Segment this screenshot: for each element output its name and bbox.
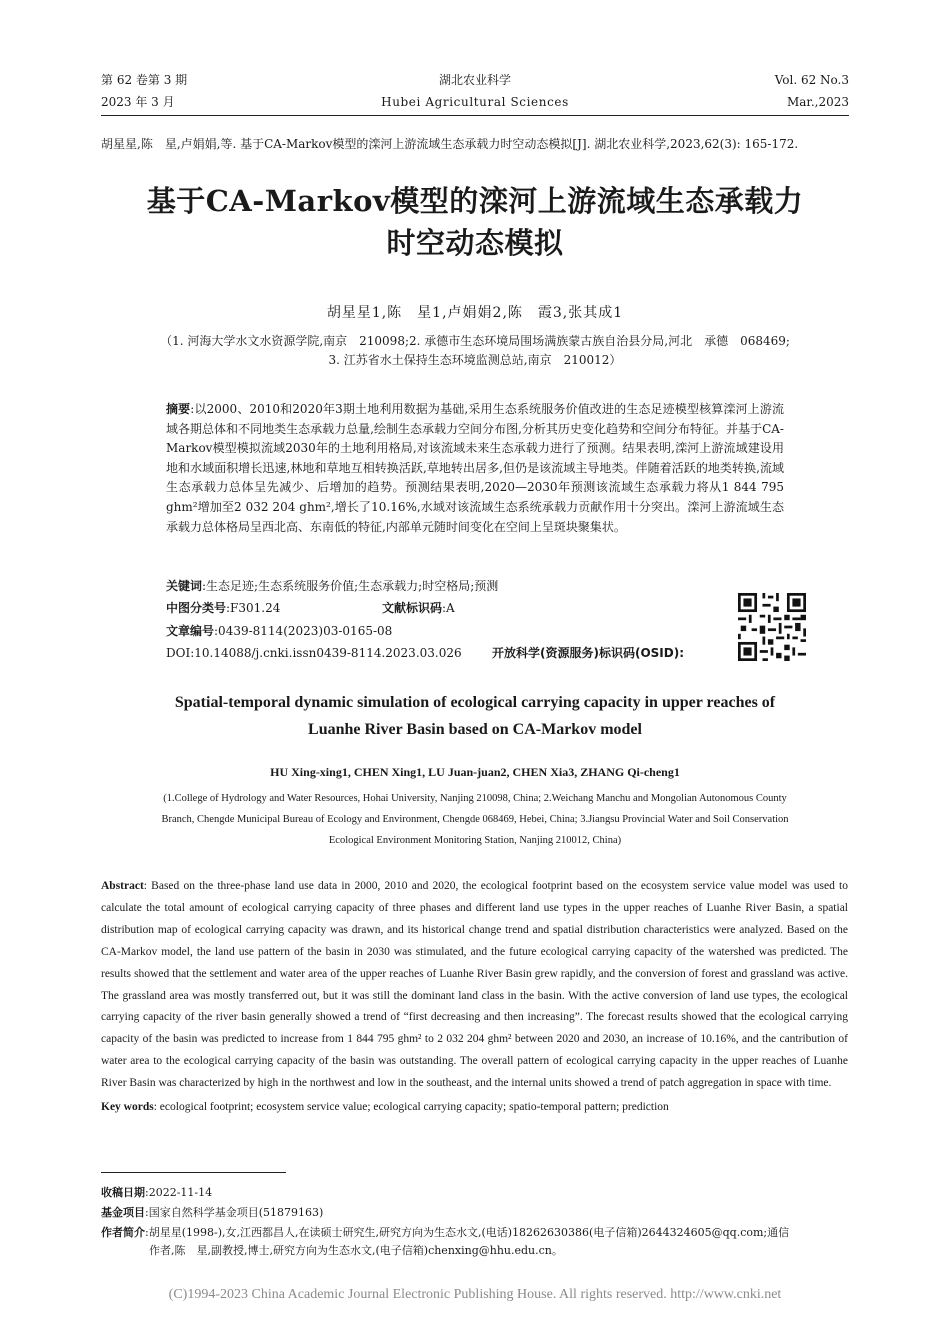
article-no-value: :0439-8114(2023)03-0165-08	[214, 624, 393, 638]
author-bio	[101, 1224, 851, 1260]
abstract-cn-label: 摘要	[166, 402, 191, 416]
clc-label: 中图分类号	[166, 601, 227, 615]
affiliation-cn-line: （1. 河海大学水文水资源学院,南京 210098;2. 承德市生态环境局围场满族蒙古族自治县分局,河北 承德 068469;	[160, 334, 790, 348]
doc-code-value: :A	[442, 601, 455, 615]
author-bio-line1: :胡星星(1998-),女,江西都昌人,在读硕士研究生,研究方向为生态水文,(电话)18262630386(电子信箱)2644324605@qq.com;通信	[145, 1226, 790, 1239]
volume-en: Vol. 62 No.3	[774, 73, 849, 87]
affiliation-cn-line: 3. 江苏省水土保持生态环境监测总站,南京 210012）	[328, 353, 622, 367]
title-en-line1: Spatial-temporal dynamic simulation of ecological carrying capacity in upper reaches of	[174, 694, 776, 711]
abstract-en-text: : Based on the three-phase land use data in 2000, 2010 and 2020, the ecological footprint based on the ecosystem service value model was used to calculate the total amount of ecological carrying capacity of three phases and different land use types in the upper reaches of Luanhe River Basin, a spatial distribution map of ecological carrying capacity was drawn, and its historical change trend and spatial distribution characteristics were analyzed. Based on the CA-Markov model, the land use pattern of the basin in 2030 was stimulated, and the future ecological carrying capacity of the watershed was predicted. The results showed that the settlement and water area of the upper reaches of Luanhe River Basin grew rapidly, and the conversion of forest and grassland was active. The grassland area was mostly transferred out, but it was still the dominant land class in the basin. With the active conversion of land use types, the ecological carrying capacity of the river basin generally showed a trend of “first decreasing and then increasing”. The forecast results showed that the ecological carrying capacity of the basin was predicted to increase from 1 844 795 ghm² to 2 032 204 ghm² between 2020 and 2030, an increase of 10.16%, and the cantribution of water area to the ecological carrying capacity of the basin was outstanding. The overall pattern of ecological carrying capacity in the upper reaches of Luanhe River Basin was characterized by high in the northwest and low in the southeast, and the internal units showed a trend of patch aggregation in space with time.	[101, 880, 848, 1090]
affiliation-en-line: (1.College of Hydrology and Water Resources, Hohai University, Nanjing 210098, China; 2.Weichang Manchu and Mongolian Autonomous County	[163, 793, 787, 804]
keywords-en-text: : ecological footprint; ecosystem service value; ecological carrying capacity; spatio-temporal pattern; prediction	[153, 1101, 669, 1114]
abstract-en	[101, 876, 848, 1119]
clc-value: :F301.24	[226, 601, 281, 615]
keywords-cn-label: 关键词	[166, 579, 203, 593]
authors-en: HU Xing-xing1, CHEN Xing1, LU Juan-juan2, CHEN Xia3, ZHANG Qi-cheng1	[270, 765, 680, 779]
doc-code-label: 文献标识码	[382, 601, 443, 615]
received-label: 收稿日期	[101, 1186, 145, 1199]
title-en	[80, 689, 870, 743]
keywords-cn-text: :生态足迹;生态系统服务价值;生态承载力;时空格局;预测	[202, 579, 499, 593]
keywords-en	[101, 1097, 848, 1119]
affiliation-en-line: Branch, Chengde Municipal Bureau of Ecology and Environment, Chengde 068469, Hebei, China; 3.Jiangsu Provincial Water and Soil Conservation	[161, 814, 789, 825]
keywords-en-label: Key words	[101, 1101, 154, 1114]
affiliations-cn	[100, 332, 850, 370]
title-cn-line1: 基于CA-Markov模型的滦河上游流域生态承载力	[146, 184, 804, 218]
osid-label	[492, 643, 684, 663]
footnote-rule	[101, 1172, 286, 1173]
received-date	[101, 1184, 851, 1202]
abstract-en-label: Abstract	[101, 880, 144, 892]
received-value: :2022-11-14	[145, 1186, 213, 1199]
fund-project	[101, 1204, 851, 1222]
author-bio-label: 作者简介	[101, 1226, 145, 1239]
clc-number	[166, 598, 280, 618]
title-en-line2: Luanhe River Basin based on CA-Markov model	[308, 721, 642, 738]
fund-value: :国家自然科学基金项目(51879163)	[145, 1206, 324, 1219]
date-cn: 2023 年 3 月	[101, 95, 175, 109]
article-number	[166, 621, 392, 641]
header-rule	[101, 115, 849, 116]
keywords-cn	[166, 576, 784, 596]
citation: 胡星星,陈 星,卢娟娟,等. 基于CA-Markov模型的滦河上游流域生态承载力时空动态模拟[J]. 湖北农业科学,2023,62(3): 165-172.	[101, 137, 799, 151]
date-en: Mar.,2023	[786, 95, 849, 109]
volume-cn: 第 62 卷第 3 期	[101, 73, 188, 87]
affiliation-en-line: Ecological Environment Monitoring Station, Nanjing 210012, China)	[328, 835, 622, 846]
article-no-label: 文章编号	[166, 624, 215, 638]
affiliations-en	[95, 788, 855, 851]
title-cn	[60, 180, 890, 264]
document-code	[382, 598, 455, 618]
doi[interactable]: DOI:10.14088/j.cnki.issn0439-8114.2023.03.026	[166, 646, 462, 660]
osid-label-text: 开放科学(资源服务)标识码(OSID):	[492, 646, 685, 660]
title-cn-line2: 时空动态模拟	[386, 226, 564, 260]
copyright-notice: (C)1994-2023 China Academic Journal Electronic Publishing House. All rights reserved. http://www.cnki.net	[168, 1287, 782, 1302]
fund-label: 基金项目	[101, 1206, 145, 1219]
qr-code-icon[interactable]	[738, 593, 806, 661]
authors-cn: 胡星星1,陈 星1,卢娟娟2,陈 霞3,张其成1	[326, 305, 624, 321]
author-bio-line2: 作者,陈 星,副教授,博士,研究方向为生态水文,(电子信箱)chenxing@hhu.edu.cn。	[149, 1244, 563, 1257]
journal-en: Hubei Agricultural Sciences	[381, 95, 569, 109]
abstract-cn-text: :以2000、2010和2020年3期土地利用数据为基础,采用生态系统服务价值改进的生态足迹模型核算滦河上游流域各期总体和不同地类生态承载力总量,绘制生态承载力空间分布图,分析其历史变化趋势和空间分布特征。并基于CA-Markov模型模拟流域2030年的土地利用格局,对该流域未来生态承载力进行了预测。结果表明,滦河上游流域建设用地和水域面积增长迅速,林地和草地互相转换活跃,草地转出居多,但仍是该流域主导地类。伴随着活跃的地类转换,流域生态承载力总体呈先减少、后增加的趋势。预测结果表明,2020—2030年预测该流域生态承载力将从1 844 795 ghm²增加至2 032 204 ghm²,增长了10.16%,水域对该流域生态系统承载力贡献作用十分突出。滦河上游流域生态承载力总体格局呈西北高、东南低的特征,内部单元随时间变化在空间上呈斑块聚集状。	[166, 402, 784, 534]
abstract-cn	[166, 400, 784, 537]
journal-cn: 湖北农业科学	[438, 73, 511, 87]
